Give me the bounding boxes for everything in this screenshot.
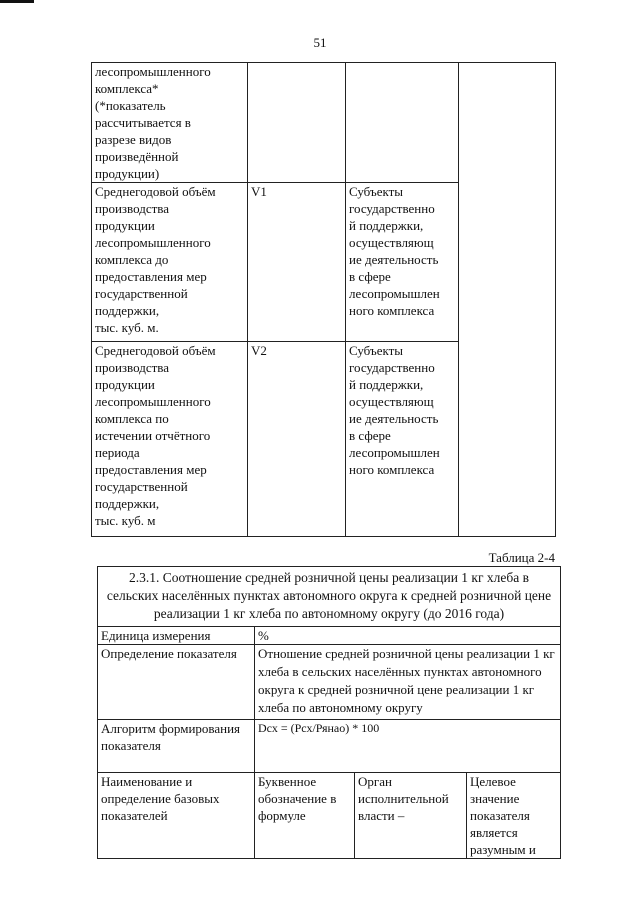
header-target: Целевое значение показателя является разумным и bbox=[467, 773, 561, 859]
indicator-name-cell: лесопромышленного комплекса* (*показатель рассчитывается в разрезе видов произведённой продукции) bbox=[92, 63, 248, 183]
table-row bbox=[98, 720, 561, 773]
definition-label: Определение показателя bbox=[98, 645, 255, 720]
table-row bbox=[98, 645, 561, 720]
symbol-cell bbox=[248, 63, 346, 183]
indicator-name-cell: Среднегодовой объём производства продукции лесопромышленного комплекса до предоставления мер государственной поддержки, тыс. куб. м. bbox=[92, 183, 248, 342]
subjects-cell bbox=[346, 63, 459, 183]
indicator-title: 2.3.1. Соотношение средней розничной цены реализации 1 кг хлеба в сельских населённых пунктах автономного округа к средней розничной цене реализации 1 кг хлеба по автономному округу (до 2016 года) bbox=[98, 567, 561, 627]
definition-value: Отношение средней розничной цены реализации 1 кг хлеба в сельских населённых пунктах автономного округа к средней розничной цене реализации 1 кг хлеба по автономному округу bbox=[255, 645, 561, 720]
subjects-cell: Субъекты государственно й поддержки, осуществляющ ие деятельность в сфере лесопромышлен ного комплекса bbox=[346, 183, 459, 342]
symbol-cell: V2 bbox=[248, 342, 346, 537]
table-row bbox=[92, 63, 556, 183]
indicator-table-continued bbox=[91, 62, 556, 537]
indicator-passport-table bbox=[97, 566, 561, 859]
table-row bbox=[98, 567, 561, 627]
header-symbol: Буквенное обозначение в формуле bbox=[255, 773, 355, 859]
table-row bbox=[98, 627, 561, 645]
page-number: 51 bbox=[313, 35, 327, 50]
unit-value: % bbox=[255, 627, 561, 645]
scan-corner-mark bbox=[0, 0, 34, 3]
header-authority: Орган исполнительной власти – bbox=[355, 773, 467, 859]
symbol-cell: V1 bbox=[248, 183, 346, 342]
header-base-indicators: Наименование и определение базовых показателей bbox=[98, 773, 255, 859]
merged-empty-cell bbox=[459, 63, 556, 537]
unit-label: Единица измерения bbox=[98, 627, 255, 645]
subjects-cell: Субъекты государственно й поддержки, осуществляющ ие деятельность в сфере лесопромышлен ного комплекса bbox=[346, 342, 459, 537]
algorithm-formula: Dсх = (Рсх/Рянао) * 100 bbox=[255, 720, 561, 773]
table-caption: Таблица 2-4 bbox=[488, 550, 555, 565]
table-row bbox=[98, 773, 561, 859]
algorithm-label: Алгоритм формирования показателя bbox=[98, 720, 255, 773]
indicator-name-cell: Среднегодовой объём производства продукции лесопромышленного комплекса по истечении отчётного периода предоставления мер государственной поддержки, тыс. куб. м bbox=[92, 342, 248, 537]
